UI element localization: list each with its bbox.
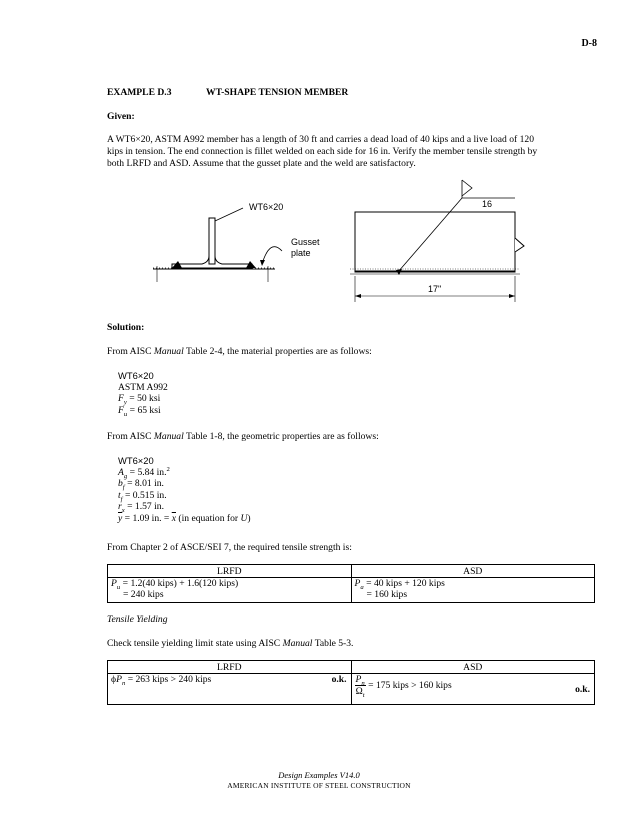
figure-weld-label: 16: [482, 199, 493, 209]
solution-heading: Solution:: [107, 322, 145, 333]
geometric-intro-manual: Manual: [153, 431, 184, 442]
geometric-intro: [107, 431, 587, 443]
tensile-yielding-table: [107, 660, 595, 705]
table1-lrfd-header: LRFD: [108, 565, 352, 578]
table1-lrfd-line-2: = 240 kips: [123, 589, 164, 600]
gusset-label-line-2: plate: [291, 248, 311, 258]
table1-lrfd-cell: [108, 578, 352, 603]
required-intro: From Chapter 2 of ASCE/SEI 7, the required tensile strength is:: [107, 542, 352, 553]
material-intro-pre: From AISC: [107, 346, 154, 357]
table1-asd-line-2: = 160 kips: [366, 589, 408, 600]
figure-shape-label: WT6×20: [249, 202, 284, 212]
footer-line-1: Design Examples V14.0: [278, 770, 360, 780]
material-fy: $F_y = 50$ ksi: [118, 393, 161, 406]
geometric-ybar: $\overline{y} = 1.09$ in. = $\overline{x}$ (in equation for U): [118, 512, 251, 524]
example-title: WT-SHAPE TENSION MEMBER: [206, 87, 349, 98]
wt-connection-figure: [150, 176, 550, 306]
material-properties: [118, 370, 168, 416]
check-intro-pre: Check tensile yielding limit state using AISC: [107, 638, 283, 649]
geometric-bf: $b_f = 8.01$ in.: [118, 478, 164, 491]
geometric-rx: $r_x = 1.57$ in.: [118, 501, 164, 514]
table2-asd-header: ASD: [351, 661, 595, 674]
example-number: EXAMPLE D.3: [107, 87, 172, 98]
material-intro-post: Table 2-4, the material properties are as follows:: [183, 346, 372, 357]
given-heading: Given:: [107, 111, 135, 122]
given-line-2: kips in tension. The end connection is fillet welded on each side for 16 in. Verify the member tensile strength by: [107, 146, 538, 157]
gusset-label-line-1: Gusset: [291, 237, 320, 247]
geometric-intro-pre: From AISC: [107, 431, 154, 442]
table2-asd-cell: $\frac{P_n}{\Omega_t}$ = 175 kips > 160 kips o.k.: [351, 674, 595, 705]
material-intro: [107, 346, 587, 358]
material-shape: WT6×20: [118, 370, 154, 381]
geometric-ag: $A_g = 5.84$ in.$^2$: [118, 465, 170, 480]
footer-line-2: AMERICAN INSTITUTE OF STEEL CONSTRUCTION: [227, 781, 411, 790]
table2-lrfd-header: LRFD: [108, 661, 352, 674]
geometric-shape: WT6×20: [118, 455, 154, 466]
check-intro: [107, 638, 587, 650]
figure-dim-label: 17": [428, 284, 442, 294]
material-grade: ASTM A992: [118, 381, 168, 393]
geometric-properties: [118, 455, 251, 524]
table1-asd-cell: [351, 578, 595, 603]
table2-lrfd-cell: $\phi P_n = 263$ kips > 240 kips o.k.: [108, 674, 352, 705]
given-line-1: A WT6×20, ASTM A992 member has a length of 30 ft and carries a dead load of 40 kips and a live load of 120: [107, 134, 534, 145]
figure-gusset-label: [291, 237, 320, 259]
check-intro-post: Table 5-3.: [312, 638, 354, 649]
material-fu: $F_u = 65$ ksi: [118, 404, 161, 418]
tensile-yielding-heading: Tensile Yielding: [107, 614, 168, 625]
table1-asd-line-1: $P_a = 40$ kips + 120 kips: [354, 578, 445, 591]
wt-section-drawing: [153, 208, 282, 282]
required-strength-table: [107, 564, 595, 603]
table1-lrfd-line-1: $P_u = 1.2(40$ kips) + 1.6(120 kips): [111, 578, 239, 591]
material-intro-manual: Manual: [153, 346, 184, 357]
table2-asd-ok: o.k.: [575, 684, 590, 695]
page-number: D-8: [581, 38, 597, 49]
geometric-intro-post: Table 1-8, the geometric properties are as follows:: [183, 431, 379, 442]
given-line-3: both LRFD and ASD. Assume that the gusset plate and the weld are satisfactory.: [107, 158, 416, 169]
table2-lrfd-ok: o.k.: [331, 674, 347, 685]
check-intro-manual: Manual: [282, 638, 313, 649]
table1-asd-header: ASD: [351, 565, 595, 578]
table2-asd-fraction: $\frac{P_n}{\Omega_t}$: [355, 674, 365, 699]
geometric-tf: $t_f = 0.515$ in.: [118, 489, 167, 503]
